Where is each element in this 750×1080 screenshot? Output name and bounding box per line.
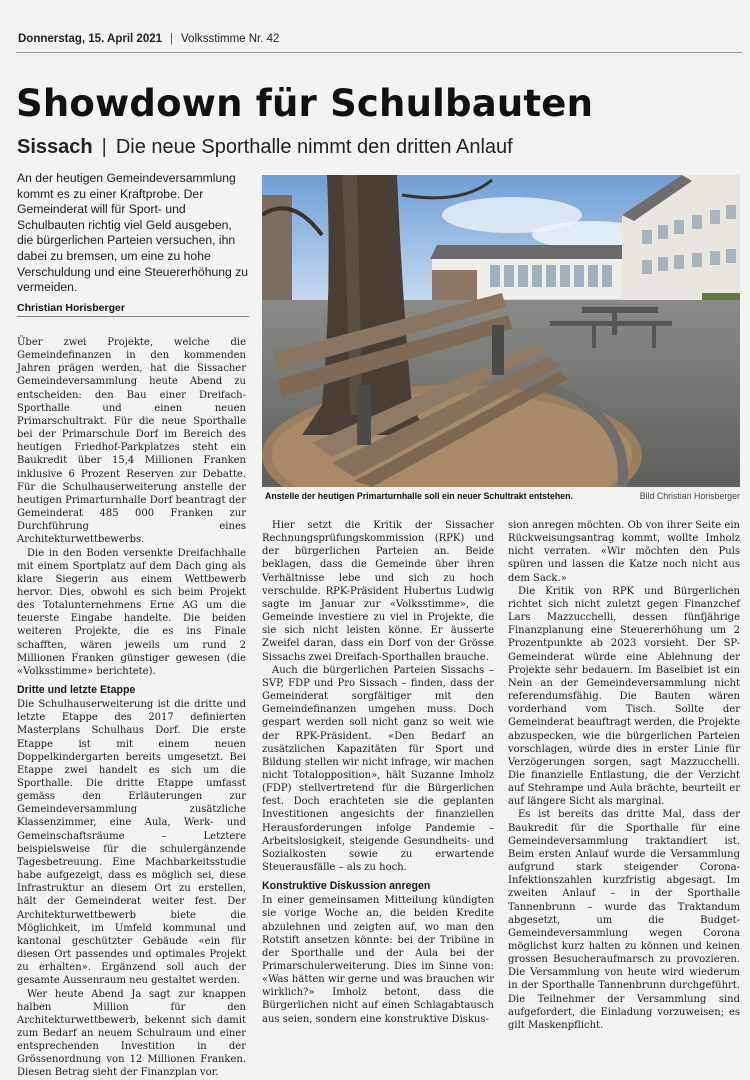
subline-separator: | [101,136,107,158]
section-heading: Konstruktive Diskussion anregen [262,880,431,893]
author-byline: Christian Horisberger [17,302,125,314]
subline-place: Sissach [17,136,93,158]
photo-caption [265,491,740,501]
article-paragraph: In einer gemeinsamen Mitteilung kündigten sie vorige Woche an, die beiden Kredite abzulehnen und zeigten auf, wo man den Rotstift ansetzen könnte: bei der Tribüne in der Sporthalle und der Aula bei der Primarschulerweiterung. Dies im Sinne von: «Was hätten wir gerne und was brauchen wir wirklich?» Imholz betont, dass die Bürgerlichen nicht auf einen Schlagabtausch aus seien, sondern eine konstruktive Diskus- [262,895,494,1025]
article-column-1 [17,336,246,1080]
photo-caption-text: Anstelle der heutigen Primarturnhalle soll ein neuer Schultrakt entstehen. [265,491,573,501]
article-paragraph: Über zwei Projekte, welche die Gemeindefinanzen in den kommenden Jahren prägen werden, hat die Sissacher Gemeindeversammlung heute Abend zu entscheiden: den Bau einer Dreifach-Sporthalle und einen neuen Primarschultrakt. Für die neue Sporthalle bei der Primarschule Dorf im Bereich des heutigen Friedhof-Parkplatzes steht ein Baukredit über 15,4 Millionen Franken inklusive 6 Prozent Reserven zur Debatte. Für die Schulhauserweiterung anstelle der heutigen Primarturnhalle Dorf beantragt der Gemeinderat 485 000 Franken zur Durchführung eines Architekturwettbewerbs. [17,337,246,546]
author-rule [17,316,249,317]
dateline-date: Donnerstag, 15. April 2021 [18,33,163,45]
section-heading: Dritte und letzte Etappe [17,684,136,697]
article-paragraph: Wer heute Abend Ja sagt zur knappen halben Million für den Architekturwettbewerb, bekennt sich damit zum Bedarf an neuem Schulraum und einer entsprechenden Investition in der Grössenordnung von 12 Millionen Franken. Diesen Betrag sieht der Finanzplan vor. [17,988,246,1079]
article-paragraph: Hier setzt die Kritik der Sissacher Rechnungsprüfungskommission (RPK) und der bürgerlichen Parteien an. Beide beklagen, dass die Gemeinde über ihren Verhältnisse lebe und sich zu hoch verschulde. RPK-Präsident Hubertus Ludwig sagte im Januar zur «Volksstimme», die Gemeinde investiere zu viel in Projekte, die sie sich nicht leisten könne. Er äusserte Zweifel daran, dass ein Dorf von der Grösse Sissachs zwei Dreifach-Sporthallen brauche. [262,520,494,663]
article-paragraph: Die Schulhauserweiterung ist die dritte und letzte Etappe des 2017 definierten Masterplans Schulhaus Dorf. Die erste Etappe ist mit einem neuen Doppelkindergarten bereits umgesetzt. Bei Etappe zwei handelt es sich um die Sporthalle. Die dritte Etappe umfasst gemäss den Erläuterungen zur Gemeindeversammlung zusätzliche Klassenzimmer, eine Aula, Werk- und Gemeinschaftsräume – Letztere beispielsweise für die schulergänzende Tagesbetreuung. Eine Machbarkeitsstudie habe aufgezeigt, dass es möglich sei, diese Infrastruktur an diesem Ort zu erstellen, hält der Gemeinderat weiter fest. Der Architekturwettbewerb biete die Möglichkeit, im Umfeld kommunal und kantonal geschützter Gebäude «ein für diesen Ort passendes und optimales Projekt zu erhalten». Ergänzend soll auch der gesamte Aussenraum neu gestaltet werden. [17,699,246,987]
subline [17,136,513,159]
top-rule [16,52,742,53]
article-column-3 [508,519,740,1032]
article-photo [262,175,740,487]
article-paragraph: sion anregen möchten. Ob von ihrer Seite ein Rückweisungsantrag kommt, wollte Imholz nicht verraten. «Wir möchten den Puls spüren und lassen die Katze noch nicht aus dem Sack.» [508,520,740,584]
dateline-issue: Volksstimme Nr. 42 [181,33,280,45]
article-paragraph: Es ist bereits das dritte Mal, dass der Baukredit für die Sporthalle für eine Gemeindeversammlung traktandiert ist. Beim ersten Anlauf wurde die Versammlung aufgrund stark steigender Corona-Infektionszahlen kurzfristig abgesagt. Im zweiten Anlauf – in der Sporthalle Tannenbrunn – wurde das Traktandum abgesetzt, um die Budget-Gemeindeversammlung wegen Corona möglichst kurz halten zu können und keinen grossen Besucheraufmarsch zu provozieren. Die Versammlung von heute wird wiederum in der Sporthalle Tannenbrunn durchgeführt. Die Teilnehmer der Versammlung sind aufgefordert, die Einladung vorzuweisen; es gilt Maskenpflicht. [508,809,740,1031]
article-paragraph: Die in den Boden versenkte Dreifachhalle mit einem Sportplatz auf dem Dach ging als klare Siegerin aus einem Wettbewerb hervor. Dies, obwohl es sich beim Projekt des Totalunternehmens Erne AG um die teuerste Eingabe handelte. Die beiden weiteren Projekte, die es ins Finale schafften, wären jeweils um rund 2 Millionen Franken günstiger gewesen (die «Volksstimme» berichtete). [17,547,246,677]
lead-paragraph: An der heutigen Gemeindeversammlung kommt es zu einer Kraftprobe. Der Gemeinderat will für Sport- und Schulbauten richtig viel Geld ausgeben, die bürgerlichen Parteien versuchen, ihn dabei zu bremsen, um eine zu hohe Verschuldung und eine Steuererhöhung zu vermeiden. [17,171,249,295]
dateline [18,33,279,45]
subline-text: Die neue Sporthalle nimmt den dritten Anlauf [115,136,513,158]
schoolyard-bench-photo [262,175,740,487]
article-paragraph: Auch die bürgerlichen Parteien Sissachs – SVP, FDP und Pro Sissach – finden, dass der Gemeinderat sorgfältiger mit den Gemeindefinanzen umgehen muss. Doch gespart werden soll nicht ganz so weit wie der RPK-Präsident. «Den Bedarf an zusätzlichen Kapazitäten für Sport und Bildung stellen wir nicht infrage, wir machen nicht Totalopposition», hält Suzanne Imholz (FDP) stellvertretend für die Bürgerlichen fest. Doch erachteten sie die geplanten Investitionen angesichts der finanziellen Herausforderungen infolge Pandemie – Arbeitslosigkeit, steigende Gesundheits- und Sozialkosten sowie zu erwartende Steuerausfälle – als zu hoch. [262,664,494,874]
dateline-separator: | [170,33,174,45]
article-column-2 [262,519,494,1026]
article-paragraph: Die Kritik von RPK und Bürgerlichen richtet sich nicht zuletzt gegen Finanzchef Lars Mazzucchelli, dessen fünfjährige Finanzplanung eine Steuererhöhung um 2 Prozentpunkte ab 2023 vorsieht. Der SP-Gemeinderat würde eine Ablehnung der Projekte sehr bedauern. Im Baselbiet ist ein Nein an der Gemeindeversammlung nicht referendumsfähig. Die Bauten wären vorderhand vom Tisch. Sollte der Gemeinderat beauftragt werden, die Projekte abzuspecken, wie die bürgerlichen Parteien vorschlagen, würde dies in erster Linie für Verzögerungen sorgen, sagt Mazzucchelli. Die finanzielle Entlastung, die der Verzicht auf Stehrampe und Aula brächte, beurteilt er auf längere Sicht als marginal. [508,585,740,808]
headline: Showdown für Schulbauten [16,82,594,125]
photo-credit: Bild Christian Horisberger [639,491,740,501]
